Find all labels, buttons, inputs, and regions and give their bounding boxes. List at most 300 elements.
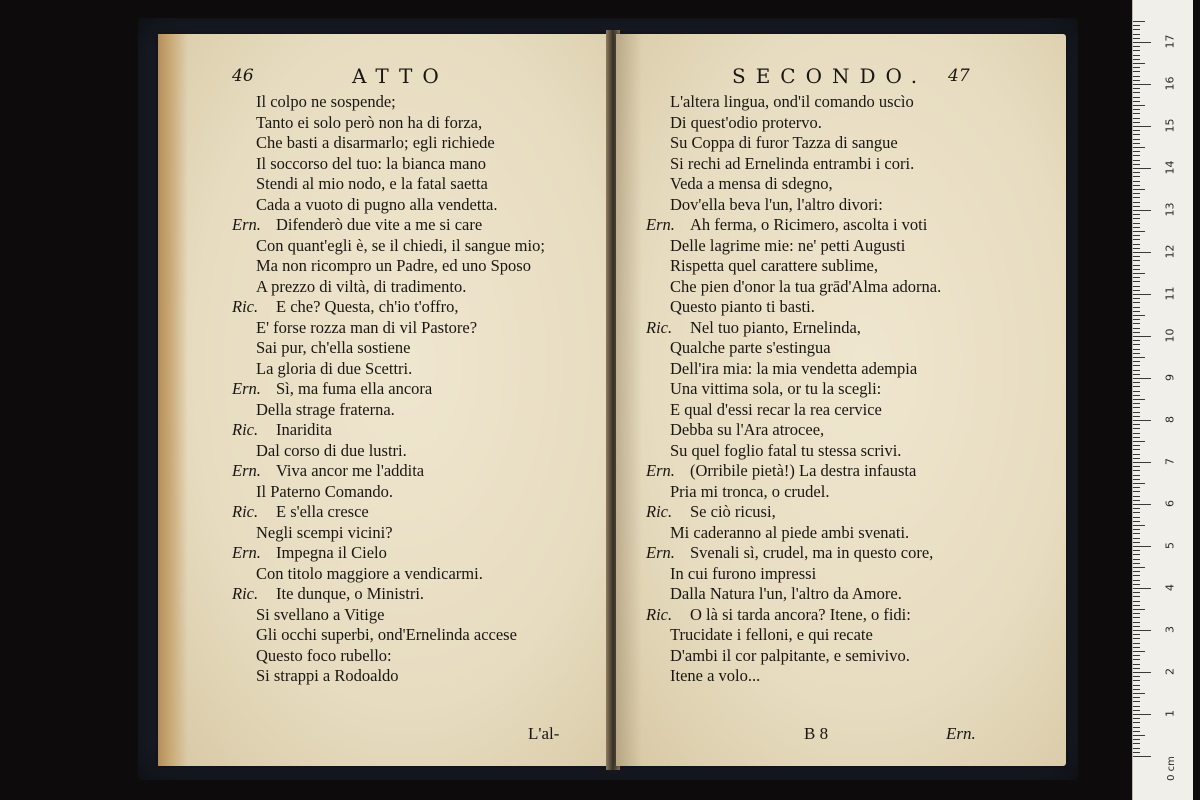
ruler-tick xyxy=(1133,592,1140,593)
text-line xyxy=(646,564,941,585)
text-line xyxy=(646,646,941,667)
ruler-tick xyxy=(1133,701,1140,702)
left-catchword: L'al- xyxy=(528,724,560,743)
verse-text: Veda a mensa di sdegno, xyxy=(670,174,833,193)
right-page xyxy=(616,34,1066,766)
ruler-tick xyxy=(1133,197,1140,198)
verse-text: Si rechi ad Ernelinda entrambi i cori. xyxy=(670,153,915,173)
ruler-tick xyxy=(1133,218,1140,219)
speaker-label: Ern. xyxy=(232,461,261,480)
ruler-tick xyxy=(1133,466,1140,467)
text-line xyxy=(646,277,941,298)
ruler-tick xyxy=(1133,307,1140,308)
ruler-tick xyxy=(1133,193,1140,194)
verse-text: E che? Questa, ch'io t'offro, xyxy=(276,297,459,316)
ruler-tick xyxy=(1133,227,1140,228)
ruler-tick xyxy=(1133,680,1140,681)
ruler-tick xyxy=(1133,101,1140,102)
ruler-tick xyxy=(1133,542,1140,543)
ruler-number: 15 xyxy=(1163,118,1177,133)
ruler-tick xyxy=(1133,517,1140,518)
ruler-tick xyxy=(1133,122,1140,123)
verse-text: Si strappi a Rodoaldo xyxy=(256,666,399,685)
ruler-tick xyxy=(1133,462,1151,463)
ruler-number: 14 xyxy=(1163,160,1177,175)
ruler-tick xyxy=(1133,340,1140,341)
text-line xyxy=(646,420,941,441)
ruler-tick xyxy=(1133,546,1151,547)
ruler-tick xyxy=(1133,235,1140,236)
speaker-label: Ric. xyxy=(646,604,673,624)
ruler-tick xyxy=(1133,55,1140,56)
ruler-tick xyxy=(1133,735,1145,736)
ruler-tick xyxy=(1133,714,1151,715)
verse-text: E' forse rozza man di vil Pastore? xyxy=(256,317,478,337)
ruler-tick xyxy=(1133,668,1140,669)
verse-text: Gli occhi superbi, ond'Ernelinda accese xyxy=(256,625,517,644)
ruler-tick xyxy=(1133,550,1140,551)
ruler-tick xyxy=(1133,34,1140,35)
ruler-tick xyxy=(1133,529,1140,530)
verse-text: (Orribile pietà!) La destra infausta xyxy=(690,461,917,480)
text-line xyxy=(232,338,545,359)
ruler-tick xyxy=(1133,336,1151,337)
ruler-tick xyxy=(1133,731,1140,732)
ruler-tick xyxy=(1133,575,1140,576)
verse-text: Il Paterno Comando. xyxy=(256,481,394,501)
text-line xyxy=(646,236,941,257)
text-line xyxy=(232,318,545,339)
ruler-tick xyxy=(1133,189,1145,190)
ruler-tick xyxy=(1133,554,1140,555)
text-line xyxy=(232,154,545,175)
ruler-tick xyxy=(1133,743,1140,744)
ruler-tick xyxy=(1133,239,1140,240)
verse-text: Ma non ricompro un Padre, ed uno Sposo xyxy=(256,256,531,275)
ruler-tick xyxy=(1133,134,1140,135)
verse-text: Che basti a disarmarlo; egli richiede xyxy=(256,133,495,152)
ruler-tick xyxy=(1133,567,1145,568)
text-line xyxy=(646,154,941,175)
ruler-tick xyxy=(1133,685,1140,686)
ruler-tick xyxy=(1133,651,1145,652)
verse-text: Qualche parte s'estingua xyxy=(670,338,831,357)
ruler-tick xyxy=(1133,752,1140,753)
ruler-tick xyxy=(1133,609,1145,610)
speaker-label: Ric. xyxy=(232,297,259,316)
verse-text: Mi caderanno al piede ambi svenati. xyxy=(670,522,910,542)
text-line xyxy=(232,523,545,544)
text-line xyxy=(646,195,941,216)
verse-text: Questo foco rubello: xyxy=(256,645,392,665)
verse-text: Su quel foglio fatal tu stessa scrivi. xyxy=(670,440,902,460)
verse-text: Trucidate i felloni, e qui recate xyxy=(670,625,873,644)
text-line xyxy=(646,133,941,154)
verse-text: Si svellano a Vitige xyxy=(256,604,385,624)
verse-text: Se ciò ricusi, xyxy=(690,502,776,521)
ruler-number: 12 xyxy=(1163,244,1177,259)
verse-text: E s'ella cresce xyxy=(276,502,369,521)
verse-text: Cada a vuoto di pugno alla vendetta. xyxy=(256,194,498,214)
ruler-tick xyxy=(1133,588,1151,589)
ruler-number: 10 xyxy=(1163,328,1177,343)
ruler-tick xyxy=(1133,496,1140,497)
text-line xyxy=(646,359,941,380)
ruler-tick xyxy=(1133,470,1140,471)
ruler-tick xyxy=(1133,512,1140,513)
ruler-tick xyxy=(1133,76,1140,77)
right-text-block xyxy=(646,92,941,687)
verse-text: Dalla Natura l'un, l'altro da Amore. xyxy=(670,584,902,603)
verse-text: Ite dunque, o Ministri. xyxy=(276,584,425,603)
verse-text: Difenderò due vite a me si care xyxy=(276,215,483,234)
speaker-label: Ric. xyxy=(646,502,673,521)
text-line xyxy=(232,113,545,134)
ruler-tick xyxy=(1133,672,1151,673)
ruler-tick xyxy=(1133,407,1140,408)
ruler-tick xyxy=(1133,605,1140,606)
text-line xyxy=(232,666,545,687)
text-line xyxy=(232,277,545,298)
ruler-tick xyxy=(1133,21,1145,22)
ruler-tick xyxy=(1133,500,1140,501)
ruler-tick xyxy=(1133,25,1140,26)
text-line xyxy=(232,359,545,380)
ruler-number: 16 xyxy=(1163,76,1177,91)
text-line xyxy=(232,420,545,441)
ruler-tick xyxy=(1133,29,1140,30)
verse-text: A prezzo di viltà, di tradimento. xyxy=(256,276,467,296)
ruler-tick xyxy=(1133,475,1140,476)
text-line xyxy=(646,605,941,626)
text-line xyxy=(232,441,545,462)
ruler-tick xyxy=(1133,63,1145,64)
ruler-tick xyxy=(1133,109,1140,110)
ruler-tick xyxy=(1133,727,1140,728)
ruler-tick xyxy=(1133,676,1140,677)
verse-text: Nel tuo pianto, Ernelinda, xyxy=(690,317,861,337)
ruler-tick xyxy=(1133,42,1151,43)
ruler-tick xyxy=(1133,172,1140,173)
ruler-tick xyxy=(1133,424,1140,425)
ruler-tick xyxy=(1133,168,1151,169)
ruler-tick xyxy=(1133,382,1140,383)
ruler-tick xyxy=(1133,290,1140,291)
ruler-tick xyxy=(1133,533,1140,534)
text-line xyxy=(232,461,545,482)
ruler-tick xyxy=(1133,487,1140,488)
ruler-tick xyxy=(1133,265,1140,266)
ruler-tick xyxy=(1133,596,1140,597)
ruler-number: 6 xyxy=(1163,500,1177,507)
ruler-tick xyxy=(1133,739,1140,740)
ruler-tick xyxy=(1133,659,1140,660)
text-line xyxy=(232,482,545,503)
ruler-tick xyxy=(1133,130,1140,131)
ruler-tick xyxy=(1133,269,1140,270)
ruler-tick xyxy=(1133,151,1140,152)
ruler-tick xyxy=(1133,630,1151,631)
ruler-tick xyxy=(1133,504,1151,505)
speaker-label: Ric. xyxy=(646,317,673,337)
verse-text: Sai pur, ch'ella sostiene xyxy=(256,338,411,357)
text-line xyxy=(232,584,545,605)
ruler-tick xyxy=(1133,105,1145,106)
ruler-tick xyxy=(1133,252,1151,253)
speaker-label: Ern. xyxy=(646,215,675,234)
ruler-tick xyxy=(1133,626,1140,627)
verse-text: Debba su l'Ara atrocee, xyxy=(670,420,825,439)
ruler-tick xyxy=(1133,147,1145,148)
ruler-tick xyxy=(1133,689,1140,690)
ruler-tick xyxy=(1133,361,1140,362)
ruler-tick xyxy=(1133,508,1140,509)
ruler-tick xyxy=(1133,97,1140,98)
ruler-tick xyxy=(1133,521,1140,522)
ruler-tick xyxy=(1133,374,1140,375)
ruler-tick xyxy=(1133,298,1140,299)
ruler-tick xyxy=(1133,256,1140,257)
text-line xyxy=(232,400,545,421)
ruler-tick xyxy=(1133,697,1140,698)
ruler-tick xyxy=(1133,479,1140,480)
ruler-tick xyxy=(1133,357,1145,358)
text-line xyxy=(646,441,941,462)
ruler-tick xyxy=(1133,344,1140,345)
text-line xyxy=(646,174,941,195)
verse-text: Impegna il Cielo xyxy=(276,543,387,562)
speaker-label: Ern. xyxy=(232,543,261,562)
verse-text: In cui furono impressi xyxy=(670,563,817,583)
verse-text: Negli scempi vicini? xyxy=(256,522,393,542)
ruler-tick xyxy=(1133,332,1140,333)
ruler-tick xyxy=(1133,386,1140,387)
text-line xyxy=(646,92,941,113)
verse-text: Di quest'odio protervo. xyxy=(670,112,822,132)
verse-text: Sì, ma fuma ella ancora xyxy=(276,379,433,398)
ruler-tick xyxy=(1133,206,1140,207)
ruler-tick xyxy=(1133,185,1140,186)
ruler-tick xyxy=(1133,71,1140,72)
verse-text: Dell'ira mia: la mia vendetta adempia xyxy=(670,358,918,378)
ruler-number: 11 xyxy=(1163,286,1177,301)
ruler-tick xyxy=(1133,328,1140,329)
ruler-tick xyxy=(1133,214,1140,215)
verse-text: Su Coppa di furor Tazza di sangue xyxy=(670,133,898,152)
ruler-tick xyxy=(1133,59,1140,60)
verse-text: Tanto ei solo però non ha di forza, xyxy=(256,112,483,132)
ruler-tick xyxy=(1133,323,1140,324)
text-line xyxy=(232,92,545,113)
text-line xyxy=(646,666,941,687)
ruler-tick xyxy=(1133,563,1140,564)
ruler-tick xyxy=(1133,164,1140,165)
ruler-tick xyxy=(1133,50,1140,51)
speaker-label: Ric. xyxy=(232,584,259,603)
ruler-tick xyxy=(1133,319,1140,320)
verse-text: Rispetta quel carattere sublime, xyxy=(670,256,879,275)
ruler-tick xyxy=(1133,693,1145,694)
text-line xyxy=(232,543,545,564)
ruler-tick xyxy=(1133,176,1140,177)
text-line xyxy=(232,605,545,626)
ruler-number: 13 xyxy=(1163,202,1177,217)
ruler-tick xyxy=(1133,454,1140,455)
ruler-tick xyxy=(1133,139,1140,140)
ruler-tick xyxy=(1133,302,1140,303)
ruler-tick xyxy=(1133,706,1140,707)
measurement-ruler xyxy=(1132,0,1193,800)
ruler-tick xyxy=(1133,395,1140,396)
ruler-tick xyxy=(1133,441,1145,442)
left-running-header: ATTO xyxy=(352,64,449,88)
ruler-tick xyxy=(1133,412,1140,413)
text-line xyxy=(232,646,545,667)
ruler-tick xyxy=(1133,210,1151,211)
ruler-tick xyxy=(1133,391,1140,392)
text-line xyxy=(646,338,941,359)
verse-text: Della strage fraterna. xyxy=(256,399,395,419)
speaker-label: Ern. xyxy=(646,543,675,562)
text-line xyxy=(646,461,941,482)
ruler-tick xyxy=(1133,483,1145,484)
ruler-tick xyxy=(1133,315,1145,316)
ruler-tick xyxy=(1133,46,1140,47)
text-line xyxy=(232,195,545,216)
text-line xyxy=(232,502,545,523)
ruler-tick xyxy=(1133,92,1140,93)
ruler-number: 17 xyxy=(1163,34,1177,49)
ruler-tick xyxy=(1133,118,1140,119)
ruler-tick xyxy=(1133,231,1145,232)
text-line xyxy=(646,584,941,605)
ruler-tick xyxy=(1133,601,1140,602)
ruler-number: 5 xyxy=(1163,542,1177,549)
ruler-tick xyxy=(1133,428,1140,429)
speaker-label: Ern. xyxy=(232,379,261,398)
text-line xyxy=(646,318,941,339)
speaker-label: Ern. xyxy=(646,461,675,480)
text-line xyxy=(646,113,941,134)
ruler-tick xyxy=(1133,113,1140,114)
verse-text: O là si tarda ancora? Itene, o fidi: xyxy=(690,604,911,624)
ruler-tick xyxy=(1133,248,1140,249)
ruler-tick xyxy=(1133,399,1145,400)
ruler-tick xyxy=(1133,126,1151,127)
text-line xyxy=(232,215,545,236)
text-line xyxy=(232,256,545,277)
ruler-tick xyxy=(1133,202,1140,203)
verse-text: Il soccorso del tuo: la bianca mano xyxy=(256,153,487,173)
ruler-tick xyxy=(1133,718,1140,719)
verse-text: Con titolo maggiore a vendicarmi. xyxy=(256,563,483,583)
verse-text: Che pien d'onor la tua grād'Alma adorna. xyxy=(670,276,942,296)
text-line xyxy=(646,297,941,318)
verse-text: Una vittima sola, or tu la scegli: xyxy=(670,379,882,398)
ruler-tick xyxy=(1133,664,1140,665)
text-line xyxy=(646,482,941,503)
right-page-number: 47 xyxy=(948,66,970,86)
verse-text: Viva ancor me l'addita xyxy=(276,461,425,480)
text-line xyxy=(646,523,941,544)
ruler-tick xyxy=(1133,647,1140,648)
verse-text: Questo pianto ti basti. xyxy=(670,297,815,316)
ruler-tick xyxy=(1133,613,1140,614)
speaker-label: Ern. xyxy=(232,215,261,234)
ruler-tick xyxy=(1133,294,1151,295)
left-page xyxy=(158,34,610,766)
ruler-tick xyxy=(1133,160,1140,161)
ruler-tick xyxy=(1133,88,1140,89)
ruler-number: 3 xyxy=(1163,626,1177,633)
ruler-tick xyxy=(1133,584,1140,585)
ruler-tick xyxy=(1133,710,1140,711)
text-line xyxy=(232,133,545,154)
ruler-tick xyxy=(1133,277,1140,278)
ruler-tick xyxy=(1133,273,1145,274)
right-catchword: Ern. xyxy=(946,724,976,743)
verse-text: Inaridita xyxy=(276,420,332,439)
verse-text: Pria mi tronca, o crudel. xyxy=(670,481,830,501)
text-line xyxy=(232,174,545,195)
ruler-number: 8 xyxy=(1163,416,1177,423)
ruler-tick xyxy=(1133,349,1140,350)
ruler-tick xyxy=(1133,559,1140,560)
ruler-tick xyxy=(1133,748,1140,749)
text-line xyxy=(646,379,941,400)
verse-text: Ah ferma, o Ricimero, ascolta i voti xyxy=(690,215,928,234)
ruler-unit-label: 0 cm xyxy=(1165,756,1177,781)
verse-text: Dov'ella beva l'un, l'altro divori: xyxy=(670,194,883,214)
ruler-tick xyxy=(1133,365,1140,366)
ruler-tick xyxy=(1133,491,1140,492)
text-line xyxy=(646,400,941,421)
ruler-tick xyxy=(1133,403,1140,404)
verse-text: Stendi al mio nodo, e la fatal saetta xyxy=(256,174,488,193)
ruler-tick xyxy=(1133,181,1140,182)
ruler-number: 9 xyxy=(1163,374,1177,381)
ruler-tick xyxy=(1133,38,1140,39)
ruler-tick xyxy=(1133,722,1140,723)
text-line xyxy=(646,502,941,523)
ruler-tick xyxy=(1133,260,1140,261)
ruler-tick xyxy=(1133,378,1151,379)
ruler-tick xyxy=(1133,458,1140,459)
ruler-number: 1 xyxy=(1163,710,1177,717)
ruler-tick xyxy=(1133,433,1140,434)
left-text-block xyxy=(232,92,545,687)
verse-text: Svenali sì, crudel, ma in questo core, xyxy=(690,543,934,562)
verse-text: La gloria di due Scettri. xyxy=(256,358,413,378)
ruler-tick xyxy=(1133,538,1140,539)
ruler-tick xyxy=(1133,281,1140,282)
right-running-header: SECONDO. xyxy=(732,64,928,88)
left-page-number: 46 xyxy=(232,66,254,86)
verse-text: L'altera lingua, ond'il comando uscìo xyxy=(670,92,914,111)
speaker-label: Ric. xyxy=(232,420,259,439)
text-line xyxy=(232,236,545,257)
ruler-tick xyxy=(1133,622,1140,623)
ruler-tick xyxy=(1133,155,1140,156)
text-line xyxy=(232,379,545,400)
ruler-tick xyxy=(1133,67,1140,68)
ruler-tick xyxy=(1133,445,1140,446)
ruler-number: 7 xyxy=(1163,458,1177,465)
ruler-tick xyxy=(1133,80,1140,81)
ruler-tick xyxy=(1133,223,1140,224)
ruler-tick xyxy=(1133,353,1140,354)
ruler-tick xyxy=(1133,638,1140,639)
